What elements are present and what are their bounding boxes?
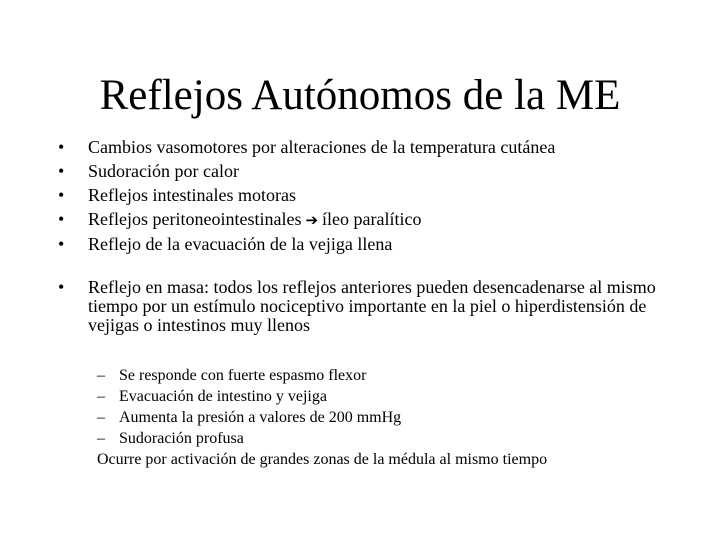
sub-list-item [97, 428, 697, 449]
list-item-text: Reflejo de la evacuación de la vejiga llena [88, 234, 393, 254]
bullet-icon: • [58, 209, 65, 229]
list-item-text: Sudoración por calor [88, 161, 239, 181]
dash-icon: – [97, 430, 105, 447]
sub-list-item [97, 386, 697, 407]
bullet-icon: • [58, 277, 65, 297]
list-item [55, 159, 675, 183]
mass-reflex-effects-list [97, 365, 697, 449]
dash-icon: – [97, 367, 105, 384]
bullet-icon: • [58, 137, 65, 157]
list-item-text: íleo paralítico [322, 209, 422, 229]
list-item-text: Reflejos peritoneointestinales [88, 209, 302, 229]
list-item-text: Cambios vasomotores por alteraciones de la temperatura cutánea [88, 137, 556, 157]
bullet-icon: • [58, 185, 65, 205]
sub-list-item [97, 407, 697, 428]
reflex-list [55, 135, 675, 256]
sub-list-item-text: Se responde con fuerte espasmo flexor [119, 367, 367, 384]
bullet-icon: • [58, 161, 65, 181]
list-item-text: Reflejos intestinales motoras [88, 185, 296, 205]
slide-title: Reflejos Autónomos de la ME [99, 72, 621, 119]
sub-list-item [97, 365, 697, 386]
dash-icon: – [97, 409, 105, 426]
list-item [55, 183, 675, 207]
list-item [55, 232, 675, 256]
sub-list-item-text: Aumenta la presión a valores de 200 mmHg [119, 409, 402, 426]
closing-statement: Ocurre por activación de grandes zonas de la médula al mismo tiempo [97, 451, 548, 468]
mass-reflex-item [55, 278, 675, 335]
list-item [55, 135, 675, 159]
mass-reflex-text: Reflejo en masa: todos los reflejos anteriores pueden desencadenarse al mismo tiempo por un estímulo nociceptivo importante en la piel o hiperdistensión de vejigas o intestinos muy llenos [88, 277, 656, 335]
right-arrow-icon: ➔ [305, 211, 319, 229]
sub-list-item-text: Evacuación de intestino y vejiga [119, 388, 327, 405]
bullet-icon: • [58, 234, 65, 254]
dash-icon: – [97, 388, 105, 405]
sub-list-item-text: Sudoración profusa [119, 430, 244, 447]
list-item [55, 207, 675, 232]
